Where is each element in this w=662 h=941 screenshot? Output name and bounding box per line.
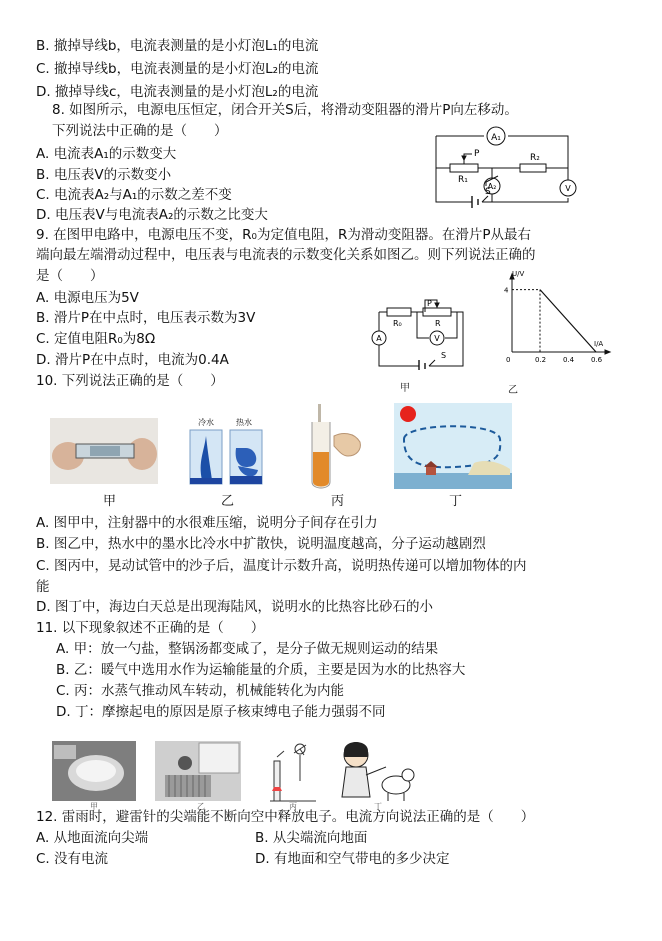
q10-stem: 10. 下列说法正确的是（ ） [36,373,224,389]
q9-chart-xtick-1: 0.2 [535,356,547,364]
q8-voltmeter-label: V [565,184,571,193]
q10-caption-jia: 甲 [103,494,117,509]
q11-option-a: A. 甲：放一勺盐，整锅汤都变咸了，是分子做无规则运动的结果 [56,641,439,657]
q9-ammeter-label: A [376,334,382,343]
q11-caption-yi: 乙 [197,802,205,811]
q9-option-b: B. 滑片P在中点时，电压表示数为3V [36,310,256,326]
q9-figure-jia-caption: 甲 [400,383,410,394]
q8-switch-s-label: S [485,187,491,197]
q8-stem-line2: 下列说法中正确的是（ ） [52,123,228,139]
q9-chart-ytick-0: 4 [504,286,509,295]
q8-option-a: A. 电流表A₁的示数变大 [36,146,177,162]
q9-chart-xtick-2: 0.4 [563,356,575,364]
q11-image-girl-rubbing [334,737,418,803]
q10-image-sea-breeze [394,403,512,489]
q10-option-a: A. 图甲中，注射器中的水很难压缩，说明分子间存在引力 [36,515,378,531]
q10-caption-bing: 丙 [331,494,345,509]
q9-r0-label: R₀ [393,319,402,328]
q8-option-d: D. 电压表V与电流表A₂的示数之比变大 [36,207,268,223]
q9-circuit-diagram [365,298,470,370]
q11-image-radiator [155,741,241,801]
q10-image-test-tube [304,402,364,490]
q7-option-c: C. 撤掉导线b，电流表测量的是小灯泡L₂的电流 [36,61,319,77]
q12-option-d: D. 有地面和空气带电的多少决定 [255,851,450,867]
q11-option-c: C. 丙：水蒸气推动风车转动，机械能转化为内能 [56,683,345,699]
q11-caption-ding: 丁 [374,802,382,811]
q9-stem-line3: 是（ ） [36,268,104,284]
q8-r1-label: R₁ [458,175,468,185]
q11-image-steam-pinwheel [260,741,324,803]
q9-option-c: C. 定值电阻R₀为8Ω [36,331,156,347]
q8-option-b: B. 电压表V的示数变小 [36,167,172,183]
q9-figure-yi-caption: 乙 [508,385,518,396]
q8-slider-p-label: P [474,149,480,159]
q11-option-d: D. 丁：摩擦起电的原因是原子核束缚电子能力强弱不同 [56,704,386,720]
q10-caption-ding: 丁 [449,494,463,509]
q7-option-d: D. 撤掉导线c，电流表测量的是小灯泡L₂的电流 [36,84,319,100]
q8-stem-line1: 8. 如图所示，电源电压恒定，闭合开关S后，将滑动变阻器的滑片P向左移动。 [52,102,518,118]
q11-caption-jia: 甲 [90,802,98,811]
q9-stem-line1: 9. 在图甲电路中，电源电压不变，R₀为定值电阻，R为滑动变阻器。在滑片P从最右 [36,227,531,243]
q10-option-b: B. 图乙中，热水中的墨水比冷水中扩散快，说明温度越高，分子运动越剧烈 [36,536,486,552]
q11-image-soup [52,741,136,801]
q11-stem: 11. 以下现象叙述不正确的是（ ） [36,620,265,636]
q8-circuit-diagram [428,126,578,214]
q9-voltmeter-label: V [434,334,440,343]
q9-option-a: A. 电源电压为5V [36,290,139,306]
q8-ammeter-a1-label: A₁ [491,133,501,143]
q9-option-d: D. 滑片P在中点时，电流为0.4A [36,352,229,368]
q9-chart-xlabel: I/A [594,340,604,348]
q10-hot-water-label: 热水 [236,418,252,427]
q11-caption-bing: 丙 [289,802,297,811]
q9-chart-series-line [540,290,596,352]
q10-caption-yi: 乙 [221,494,235,509]
q10-image-diffusion [186,418,266,486]
q7-option-b: B. 撤掉导线b，电流表测量的是小灯泡L₁的电流 [36,38,319,54]
q10-image-syringe [50,418,158,484]
q9-uv-chart [498,268,620,374]
q10-option-d: D. 图丁中，海边白天总是出现海陆风，说明水的比热容比砂石的小 [36,599,433,615]
q9-chart-xtick-3: 0.6 [591,356,603,364]
q9-chart-xtick-0: 0 [506,356,511,364]
q12-stem: 12. 雷雨时，避雷针的尖端能不断向空中释放电子。电流方向说法正确的是（ ） [36,809,535,825]
q9-chart-ylabel: U/V [512,270,525,278]
q8-r2-label: R₂ [530,153,540,163]
q9-switch-s-label: S [441,351,447,360]
q8-ammeter-a2-label: A₂ [487,182,497,191]
q10-cold-water-label: 冷水 [198,418,214,427]
q9-slider-p-label: P [427,299,432,308]
q12-option-b: B. 从尖端流向地面 [255,830,368,846]
q10-option-c-line1: C. 图丙中，晃动试管中的沙子后，温度计示数升高，说明热传递可以增加物体的内 [36,558,527,574]
q8-option-c: C. 电流表A₂与A₁的示数之差不变 [36,187,232,203]
q12-option-c: C. 没有电流 [36,851,109,867]
q9-stem-line2: 端向最左端滑动过程中，电压表与电流表的示数变化关系如图乙。则下列说法正确的 [36,247,536,263]
q9-r-label: R [435,319,441,328]
q10-option-c-line2: 能 [36,579,50,595]
q12-option-a: A. 从地面流向尖端 [36,830,149,846]
q11-option-b: B. 乙：暖气中选用水作为运输能量的介质，主要是因为水的比热容大 [56,662,466,678]
